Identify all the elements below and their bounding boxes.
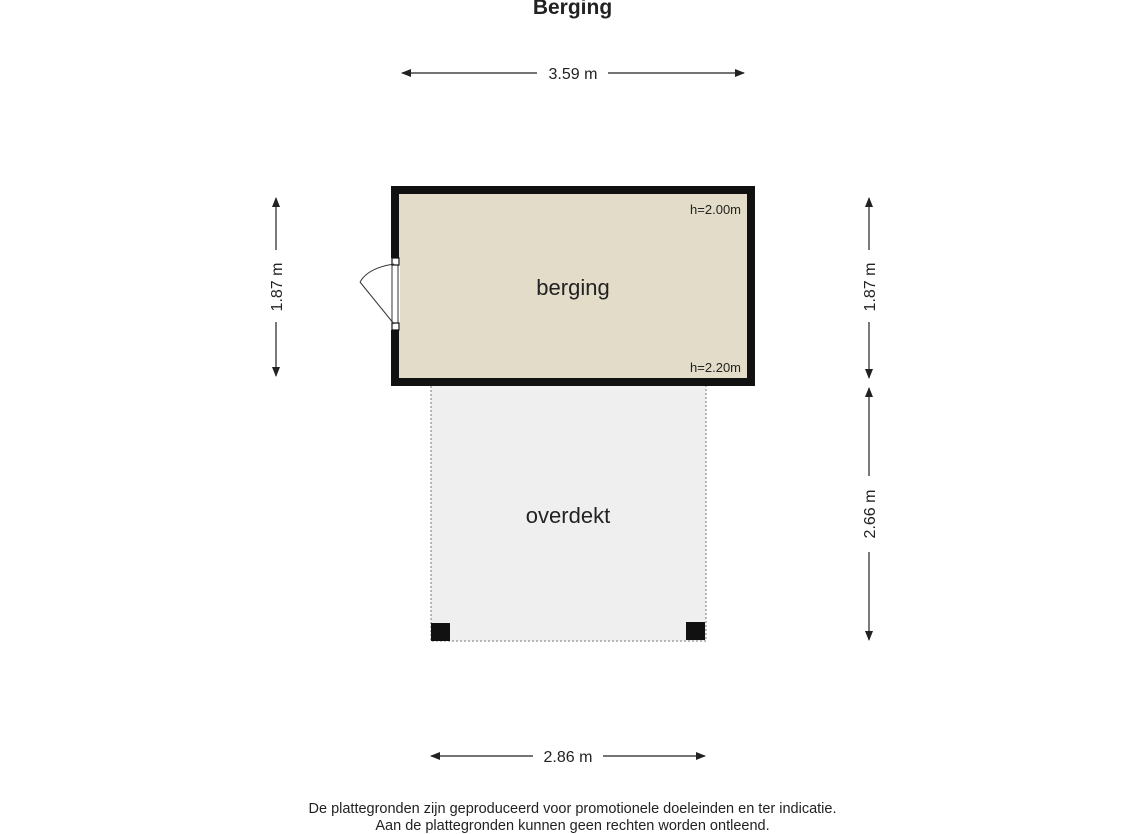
svg-text:2.86 m: 2.86 m xyxy=(543,749,593,766)
post-right xyxy=(686,622,705,640)
overdekt-label: overdekt xyxy=(525,503,611,528)
disclaimer-line-2: Aan de plattegronden kunnen geen rechten worden ontleend. xyxy=(375,818,770,834)
dimension-right-upper xyxy=(862,198,879,378)
plan-title: Berging xyxy=(532,0,613,19)
ceiling-height-bottom: h=2.20m xyxy=(690,360,741,375)
ceiling-height-top: h=2.00m xyxy=(690,202,741,217)
dimension-right-lower xyxy=(862,388,879,640)
svg-text:3.59 m: 3.59 m xyxy=(548,66,598,83)
svg-text:1.87 m: 1.87 m xyxy=(269,262,286,312)
disclaimer-line-1: De plattegronden zijn geproduceerd voor promotionele doeleinden en ter indicatie. xyxy=(308,801,837,817)
berging-label: berging xyxy=(536,275,610,300)
post-left xyxy=(431,623,450,641)
svg-text:2.66 m: 2.66 m xyxy=(862,489,879,539)
dimension-top xyxy=(402,66,744,83)
dimension-bottom xyxy=(431,749,705,766)
door xyxy=(360,258,400,330)
svg-text:1.87 m: 1.87 m xyxy=(862,262,879,312)
dimension-left xyxy=(269,198,286,376)
